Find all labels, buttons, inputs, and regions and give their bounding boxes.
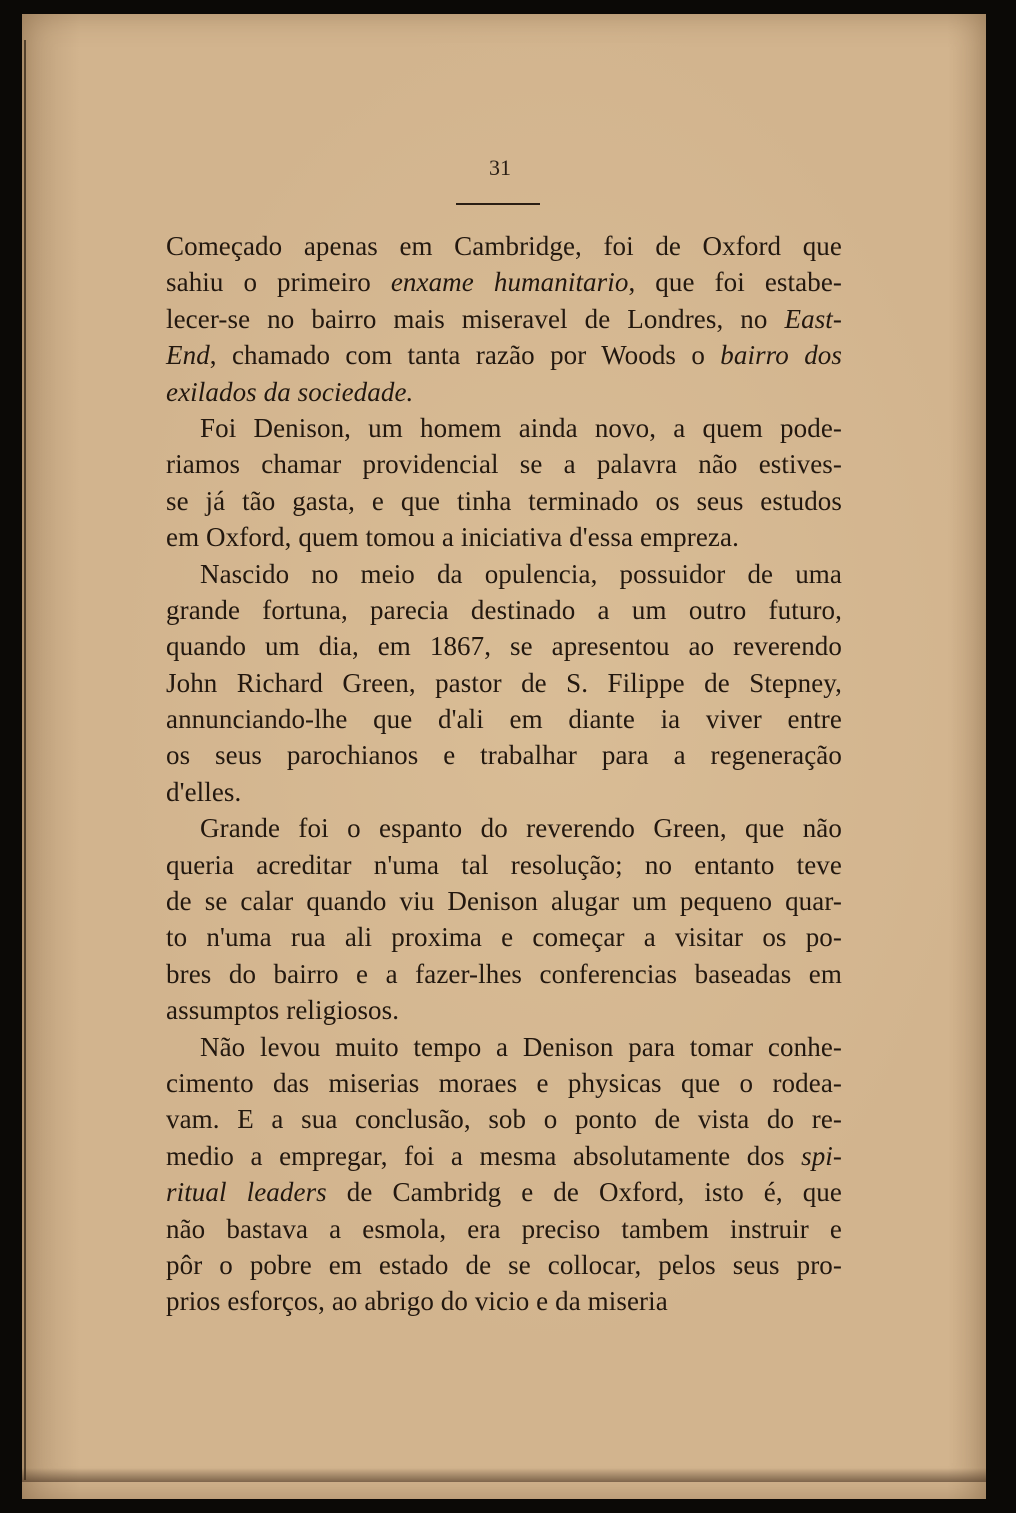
text-line [166,1174,842,1210]
text-line [166,847,842,883]
text-segment: queria acreditar n'uma tal resolução; no entanto teve [166,849,842,880]
italic-text: enxame humanitario [390,267,629,298]
text-segment: os seus parochianos e trabalhar para a regeneração [166,740,842,771]
page-number: 31 [489,155,511,180]
text-line [166,592,842,628]
text-line [166,992,842,1028]
text-segment: assumptos religiosos. [166,995,400,1026]
italic-text: bairro dos [720,340,843,371]
text-line [166,337,842,373]
italic-text: exilados da sociedade. [166,376,414,407]
text-segment: não bastava a esmola, era preciso tambem instruir e [166,1213,842,1244]
page-gutter [24,40,26,1480]
text-segment: quando um dia, em 1867, se apresentou ao reverendo [166,631,842,662]
text-line [166,410,842,446]
text-line [166,737,842,773]
text-line [166,1101,842,1137]
text-segment: , chamado com tanta razão por Woods o [209,340,721,371]
text-segment: de Cambridg e de Oxford, isto é, que [326,1177,842,1208]
text-segment: prios esforços, ao abrigo do vicio e da miseria [166,1286,668,1317]
text-line [166,1283,842,1319]
text-line [166,301,842,337]
text-segment: bres do bairro e a fazer-lhes conferencias baseadas em [166,958,842,989]
text-line [166,483,842,519]
text-segment: annunciando-lhe que d'ali em diante ia viver entre [166,704,842,735]
text-segment: , que foi estabe- [628,267,842,298]
text-line [166,446,842,482]
text-line [166,556,842,592]
text-line [166,665,842,701]
text-segment: Começado apenas em Cambridge, foi de Oxford que [166,231,842,261]
text-segment: de se calar quando viu Denison alugar um pequeno quar- [166,886,842,917]
italic-text: spi- [801,1140,842,1171]
text-line [166,228,842,264]
text-line [166,810,842,846]
text-line [166,1211,842,1247]
text-segment: Não levou muito tempo a Denison para tomar conhe- [200,1031,842,1062]
text-segment: pôr o pobre em estado de se collocar, pelos seus pro- [166,1249,842,1280]
text-line [166,701,842,737]
text-segment: Nascido no meio da opulencia, possuidor de uma [200,558,842,589]
italic-text: ritual leaders [166,1177,327,1208]
page-bottom-edge [22,1468,986,1482]
text-segment: d'elles. [166,776,242,807]
text-segment: lecer-se no bairro mais miseravel de Londres, no [166,303,785,334]
text-segment: se já tão gasta, e que tinha terminado os seus estudos [166,485,842,516]
text-line [166,1138,842,1174]
text-segment: medio a empregar, foi a mesma absolutamente dos [166,1140,802,1171]
text-segment: cimento das miserias moraes e physicas que o rodea- [166,1067,842,1098]
text-line [166,628,842,664]
text-line [166,774,842,810]
text-line [166,919,842,955]
text-line [166,1029,842,1065]
text-line [166,264,842,300]
text-segment: grande fortuna, parecia destinado a um outro futuro, [166,594,842,625]
text-segment: John Richard Green, pastor de S. Filippe de Stepney, [166,667,842,698]
text-segment: vam. E a sua conclusão, sob o ponto de vista do re- [166,1104,842,1135]
text-line [166,374,842,410]
text-line [166,1247,842,1283]
text-segment: em Oxford, quem tomou a iniciativa d'essa empreza. [166,522,739,553]
text-segment: Grande foi o espanto do reverendo Green, que não [200,813,842,844]
text-line [166,956,842,992]
body-text [166,228,842,1320]
text-line [166,883,842,919]
text-segment: sahiu o primeiro [166,267,391,298]
text-segment: to n'uma rua ali proxima e começar a visitar os po- [166,922,842,953]
text-line [166,1065,842,1101]
text-segment: Foi Denison, um homem ainda novo, a quem pode- [200,412,842,443]
text-segment: riamos chamar providencial se a palavra não estives- [166,449,842,480]
text-line [166,519,842,555]
italic-text: East- [784,303,842,334]
header-rule [456,203,540,205]
italic-text: End [166,340,210,371]
